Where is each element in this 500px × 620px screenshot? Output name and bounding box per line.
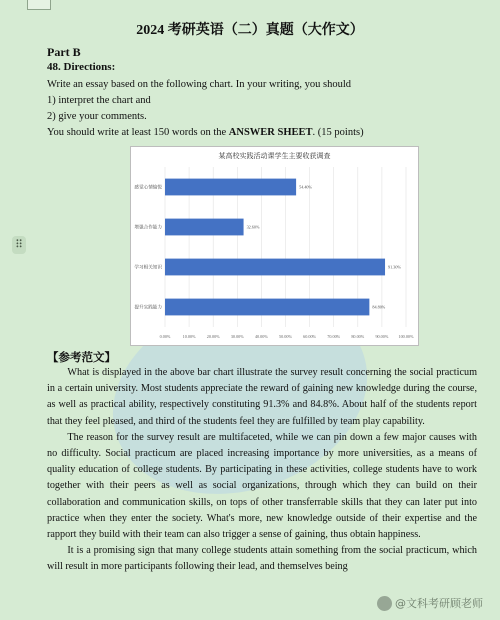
x-tick-label: 10.00% <box>182 334 196 339</box>
bar <box>165 299 369 316</box>
reference-heading: 【参考范文】 <box>47 352 116 364</box>
essay-body <box>47 365 477 576</box>
x-tick-label: 40.00% <box>254 334 268 339</box>
instruction-line: 1) interpret the chart and <box>47 95 151 106</box>
part-heading: Part B <box>47 45 81 59</box>
data-label: 91.30% <box>388 264 401 270</box>
category-label: 增强合作能力 <box>134 224 162 230</box>
bar-chart <box>130 146 419 346</box>
x-tick-label: 70.00% <box>327 334 341 339</box>
page-title: 2024 考研英语（二）真题（大作文） <box>136 23 364 38</box>
bar <box>165 219 244 236</box>
instruction-line-last <box>47 125 457 141</box>
chart-labels <box>134 184 401 311</box>
essay-paragraph: What is displayed in the above bar chart illustrate the survey result concerning the social practicum in a certain university. Most students appreciate the reward of gaining new knowledge during the course, as well as practical ability, respectively constituting 91.3% and 84.8%. About half of the students report that they feel pleased, and third of the students feel they are fulfilled by team play capability. <box>47 367 477 427</box>
x-tick-label: 60.00% <box>303 334 317 339</box>
directions-heading: 48. Directions: <box>47 61 116 73</box>
answer-sheet-text: ANSWER SHEET <box>228 127 313 138</box>
chart-ticks <box>160 334 414 339</box>
category-label: 感觉心情愉悦 <box>134 184 162 190</box>
x-tick-label: 50.00% <box>279 334 292 339</box>
instruction-line: 2) give your comments. <box>47 111 147 122</box>
chart-bars <box>165 179 385 316</box>
chart-svg <box>131 147 418 345</box>
bar <box>165 179 296 196</box>
category-label: 提升实践能力 <box>134 304 162 310</box>
instruction-line: Write an essay based on the following chart. In your writing, you should <box>47 79 352 90</box>
instruction-prefix: You should write at least 150 words on the <box>47 127 229 138</box>
category-label: 学习相关知识 <box>134 264 162 270</box>
bar <box>165 259 385 276</box>
x-tick-label: 20.00% <box>206 334 220 339</box>
data-label: 54.40% <box>299 184 313 190</box>
data-label: 84.80% <box>372 304 386 310</box>
essay-paragraph: It is a promising sign that many college students attain something from the social practicum, which will result in more participants following their lead, and themselves being <box>47 545 477 573</box>
watermark-logo-icon <box>377 596 392 611</box>
data-label: 32.60% <box>246 224 260 230</box>
x-tick-label: 90.00% <box>375 334 389 339</box>
essay-paragraph: The reason for the survey result are multifaceted, while we can pin down a few major causes with no difficulty. Social practicum are placed increasing importance by more universities, as a means of quality education of college students. By participating in these activities, college students have to work together with their peers as well as social organizations, through which they can build on their collaboration and communication skills, on tops of other transferrable skills that they can later put into practice when they enter the society. What's more, new knowledge outside of their expertise and the rapport they build with their team can also trigger a sense of gaining, thus obtain happiness. <box>47 431 477 541</box>
instruction-suffix: . (15 points) <box>312 127 364 138</box>
drag-handle-icon[interactable]: ⠿ <box>12 236 26 254</box>
chart-title: 某高校实践活动课学生主要收获调查 <box>218 152 331 160</box>
instructions <box>47 77 457 141</box>
x-tick-label: 0.00% <box>159 334 171 339</box>
page-top-tab <box>27 0 51 10</box>
x-tick-label: 30.00% <box>230 334 244 339</box>
watermark-text: @文科考研顾老师 <box>395 597 483 610</box>
x-tick-label: 80.00% <box>351 334 365 339</box>
x-tick-label: 100.00% <box>398 334 414 339</box>
